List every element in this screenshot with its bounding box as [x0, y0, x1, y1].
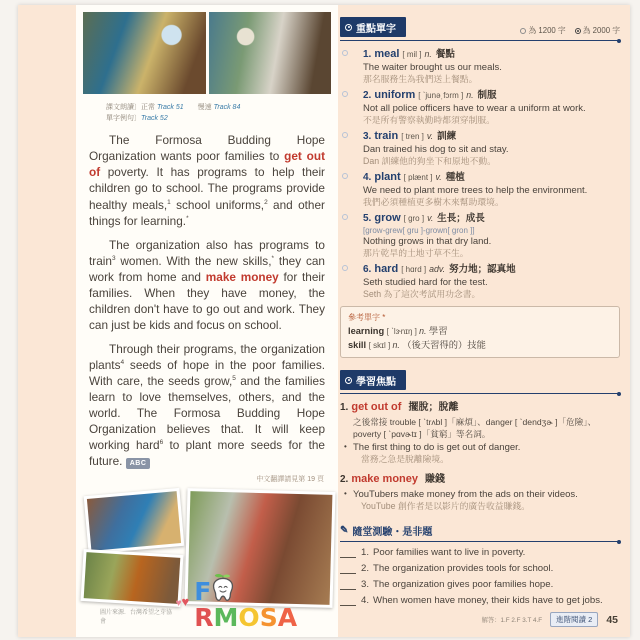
word-number: 4.	[363, 172, 372, 184]
word-example-translation: 那片乾旱的土地寸草不生。	[363, 247, 469, 258]
focus-list	[340, 400, 620, 512]
page-number: 45	[606, 613, 618, 626]
word-pronunciation: [ ˋjunəˌfɔrm ]	[418, 91, 464, 101]
focus-example-translation: YouTube 創作者是以影片的廣告收益賺錢。	[361, 500, 530, 511]
word-pos: v.	[435, 172, 442, 183]
reference-word-text: skill	[348, 339, 369, 350]
word: plant	[374, 171, 401, 184]
word-level-ring-icon	[342, 214, 348, 220]
vocab-entry	[340, 263, 620, 300]
quiz-number: 2.	[361, 563, 370, 575]
word-example: We need to plant more trees to help the environment.	[363, 184, 588, 196]
focus-example-translation: 當務之急是脫離險境。	[361, 453, 449, 464]
word-example-translation: 我們必須種植更多樹木來幫助環境。	[363, 196, 504, 207]
logo-letter: R	[194, 603, 214, 632]
quiz-number: 3.	[361, 579, 370, 591]
word-level-ring-icon	[342, 50, 348, 56]
vocab-list	[340, 48, 620, 300]
word-number: 6.	[363, 264, 372, 276]
target-dot-icon	[345, 24, 352, 31]
footnote-marker: 3	[111, 254, 116, 262]
focus-number: 1.	[340, 402, 349, 414]
word-pos: adv.	[429, 264, 446, 275]
focus-item-head	[340, 472, 620, 486]
word-meaning: 生長；成長	[437, 213, 485, 225]
logo-letter: F	[194, 577, 212, 606]
reference-word-meaning: （後天習得的）技能	[402, 339, 486, 350]
focus-note: 之後常接 trouble [ ˋtrʌbl ]「麻煩」、danger [ ˋdendʒɚ ]「危險」、poverty [ ˋpɑvɚtɪ ]「貧窮」等名詞。	[353, 416, 597, 439]
dot-2000-icon	[575, 28, 581, 34]
answer-blank	[340, 579, 356, 589]
focus-example: • YouTubers make money from the ads on their videos.	[340, 489, 620, 501]
focus-phrase: make money	[351, 473, 418, 486]
vocab-entry-head	[340, 171, 620, 185]
text-run: Through their programs, the organization plants	[89, 341, 325, 372]
track-number: Track 52	[141, 115, 168, 123]
reference-word	[348, 325, 612, 338]
text-run: and the families learn to love themselves, others, and the world. The Formosa Budding Hope Organization believes that. It will keep working hard	[89, 373, 325, 452]
focus-example: • The first thing to do is get out of danger.	[340, 442, 620, 454]
track-label: 單字例句〕	[106, 115, 141, 123]
article-paragraph-2	[89, 237, 325, 333]
study-column	[340, 5, 620, 637]
word-level-ring-icon	[342, 132, 348, 138]
footnote-marker: 1	[167, 198, 171, 206]
answer-blank	[340, 547, 356, 557]
target-dot-icon	[345, 377, 352, 384]
highlighted-phrase: get out of	[89, 149, 325, 180]
reference-word-meaning: 學習	[428, 326, 448, 337]
word-meaning: 制服	[477, 90, 497, 102]
word-example-translation: 那名服務生為我們送上餐點。	[363, 73, 478, 84]
footnote-marker: *	[271, 254, 275, 262]
legend-label: 為 1200 字	[528, 26, 566, 35]
legend-item	[575, 25, 620, 36]
level-badge: 進階閱讀 2	[550, 612, 598, 627]
text-run: to plant more seeds for the future.	[89, 437, 325, 468]
word-number: 1.	[363, 49, 372, 60]
text-run: they can work from home and	[89, 253, 325, 284]
focus-phrase: get out of	[351, 401, 402, 414]
heart-icon: ♥	[175, 598, 182, 609]
pencil-icon: ✎	[340, 525, 349, 537]
text-run: poverty. It has programs to help their children go to school. The programs provide healthy meals,	[89, 165, 325, 212]
text-run: and other things for learning.	[89, 197, 325, 228]
text-run: seeds of hope in the poor families. With care, the seeds grow,	[89, 357, 325, 388]
tooth-icon	[210, 573, 236, 604]
word-pronunciation: [ tren ]	[401, 132, 424, 142]
top-photo-collage	[83, 12, 331, 94]
word-level-ring-icon	[342, 91, 348, 97]
quiz-item	[340, 579, 620, 591]
quiz-item	[340, 595, 620, 607]
word-pos: v.	[426, 131, 434, 142]
textbook-page	[18, 5, 630, 637]
vocab-entry-head	[340, 212, 620, 226]
vocab-entry-head	[340, 48, 620, 62]
section-divider	[340, 40, 620, 41]
footnote-marker: 5	[232, 374, 236, 382]
word-pos: n.	[424, 49, 432, 59]
vocab-entry	[340, 89, 620, 126]
focus-item-head	[340, 400, 620, 414]
vocab-section-header	[340, 17, 620, 37]
word-example-translation: 不是所有警察執勤時都須穿制服。	[363, 114, 495, 125]
track-line-2	[106, 113, 328, 124]
track-number: Track 51	[156, 104, 184, 111]
answer-blank	[340, 595, 356, 605]
logo-letter: O	[238, 603, 260, 632]
word-example: Not all police officers have to wear a uniform at work.	[363, 102, 586, 114]
track-normal-label: 正常	[141, 104, 155, 111]
track-number: Track 84	[213, 104, 241, 111]
word-pos: n.	[466, 90, 474, 101]
quiz-statement: When women have money, their kids have to get jobs.	[373, 595, 603, 607]
word-example: Nothing grows in that dry land.	[363, 235, 492, 247]
focus-item	[340, 400, 620, 465]
article-column	[76, 5, 338, 637]
article-paragraph-1	[89, 132, 325, 228]
word: train	[374, 130, 399, 143]
vocab-entry	[340, 171, 620, 208]
word-example: Seth studied hard for the test.	[363, 276, 488, 288]
footnote-marker: 4	[120, 358, 125, 366]
quiz-item	[340, 563, 620, 575]
word: grow	[374, 212, 401, 225]
legend-item	[520, 25, 565, 36]
focus-section-header	[340, 370, 620, 390]
word-meaning: 努力地；認真地	[449, 264, 516, 276]
word-level-legend	[520, 25, 620, 37]
vocab-section-badge	[340, 17, 406, 37]
word-pronunciation: [ mil ]	[402, 50, 422, 59]
reference-word-pronunciation: [ ˋlɝnɪŋ ]	[386, 327, 420, 337]
reference-words-box	[340, 306, 620, 358]
photo-outreach-1	[87, 492, 181, 552]
highlighted-phrase: make money	[205, 269, 279, 284]
section-divider	[340, 393, 620, 394]
quiz-header-label: 隨堂測驗・是非題	[352, 527, 433, 539]
quiz-item	[340, 547, 620, 559]
reference-word-text: learning	[348, 326, 387, 337]
polaroid-photo-1	[84, 488, 185, 554]
quiz-statement: The organization gives poor families hope.	[373, 579, 554, 591]
photo-credit: 圖片來源．台灣希望之芽協會	[100, 610, 173, 625]
focus-section-badge	[340, 370, 406, 390]
page-footer	[482, 612, 618, 627]
audio-track-info	[106, 102, 328, 124]
word-meaning: 餐點	[435, 49, 455, 60]
word-number: 2.	[363, 90, 372, 102]
vocab-entry-head	[340, 263, 620, 277]
formosa-logo	[194, 573, 330, 631]
vocab-header-label: 重點單字	[356, 23, 396, 35]
word-pronunciation: [ plænt ]	[403, 173, 433, 183]
word-forms: [grow-grew[ gru ]-grown[ gron ]]	[363, 225, 475, 235]
word-meaning: 種植	[445, 172, 465, 184]
quiz-statement: The organization provides tools for school.	[373, 563, 554, 575]
focus-meaning: 擺脫；脫離	[408, 402, 459, 414]
word-example: The waiter brought us our meals.	[363, 61, 502, 73]
word-pos: v.	[427, 213, 434, 224]
word-level-ring-icon	[342, 173, 348, 179]
reference-box-title: 參考單字 *	[348, 313, 386, 323]
quiz-statement: Poor families want to live in poverty.	[373, 547, 526, 559]
legend-label: 為 2000 字	[582, 26, 620, 35]
quiz-list	[340, 547, 620, 607]
logo-letter: S	[259, 603, 278, 632]
word-meaning: 訓練	[437, 131, 457, 143]
photo-dental-care-2	[209, 12, 332, 94]
focus-item	[340, 472, 620, 512]
heart-icon: ♥	[181, 594, 190, 609]
reference-word-list	[348, 325, 612, 352]
word-example-translation: Seth 為了這次考試用功念書。	[363, 288, 481, 299]
text-run: school uniforms,	[170, 197, 265, 212]
text-run: women. With the new skills,	[115, 253, 272, 268]
track-line-1	[106, 102, 328, 113]
translation-note: 中文翻譯請見第 19 頁	[256, 476, 324, 484]
vocab-entry	[340, 212, 620, 259]
word-number: 3.	[363, 131, 372, 143]
quiz-section-header	[340, 523, 620, 538]
reference-word-pos: n.	[419, 326, 429, 337]
reference-word-pronunciation: [ skɪl ]	[368, 340, 393, 350]
track-label: 課文朗讀〕	[106, 104, 141, 111]
word: hard	[374, 263, 399, 276]
photo-dental-care-1	[83, 12, 206, 94]
focus-number: 2.	[340, 474, 349, 486]
answer-key: 解答：1.F 2.F 3.T 4.F	[481, 617, 543, 624]
track-slow-label: 慢速	[197, 104, 212, 111]
logo-letter: A	[277, 603, 298, 632]
vocab-entry-head	[340, 130, 620, 144]
abc-logo: ABC	[126, 458, 151, 470]
footnote-marker: 6	[159, 439, 164, 447]
text-run: The Formosa Budding Hope Organization wants poor families to	[89, 133, 325, 164]
formosa-logo-row	[76, 573, 338, 633]
word-level-ring-icon	[342, 265, 348, 271]
text-run: The organization also has programs to train	[89, 237, 325, 268]
word: meal	[374, 48, 400, 60]
footnote-marker: *	[186, 214, 189, 222]
word-example: Dan trained his dog to sit and stay.	[363, 143, 509, 155]
vocab-entry	[340, 48, 620, 85]
logo-letter: M	[213, 603, 239, 632]
answer-blank	[340, 563, 356, 573]
hearts-decoration	[176, 593, 193, 611]
word-pronunciation: [ hɑrd ]	[401, 265, 427, 275]
footnote-marker: 2	[264, 198, 268, 206]
word: uniform	[374, 89, 416, 102]
vocab-entry	[340, 130, 620, 167]
focus-header-label: 學習焦點	[356, 376, 396, 388]
article-paragraph-3	[89, 341, 325, 470]
ring-1200-icon	[520, 28, 526, 34]
vocab-entry-head	[340, 89, 620, 103]
word-number: 5.	[363, 213, 372, 225]
focus-meaning: 賺錢	[425, 474, 445, 486]
reference-word	[348, 339, 612, 352]
word-example-translation: Dan 訓練他的狗坐下和原地不動。	[363, 155, 496, 166]
quiz-number: 1.	[361, 547, 370, 559]
reference-word-pos: n.	[392, 339, 403, 350]
word-pronunciation: [ gro ]	[403, 214, 425, 224]
quiz-number: 4.	[361, 595, 370, 607]
section-divider	[340, 541, 620, 542]
text-run: for their families. When they have money, the children don't have to go out and work. They can just be kids and focus on school.	[89, 269, 325, 332]
